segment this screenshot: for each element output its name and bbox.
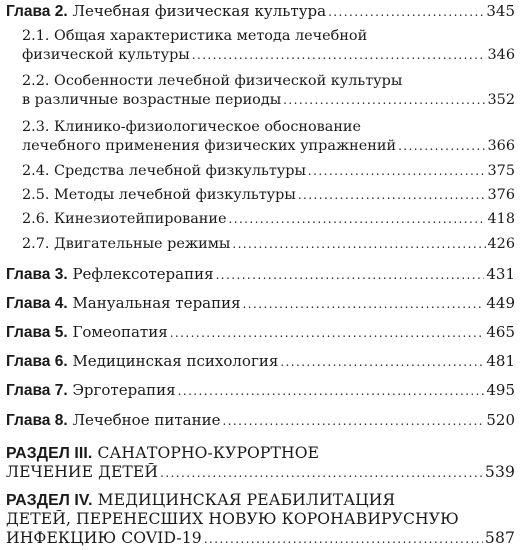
chapter-label: Глава 5. — [6, 324, 68, 341]
entry-title: 2.7. Двигательные режимы — [22, 236, 231, 252]
entry-title: Эрготерапия — [72, 381, 176, 399]
page-number: 346 — [487, 47, 515, 63]
entry-title: Гомеопатия — [72, 323, 168, 341]
toc-entry-part-4[interactable] — [6, 491, 515, 549]
chapter-label: Глава 7. — [6, 382, 68, 399]
entry-title-continuation: лечебного применения физических упражнений — [22, 138, 397, 154]
entry-title-continuation: ЛЕЧЕНИЕ ДЕТЕЙ — [6, 463, 159, 481]
entry-title-continuation: ИНФЕКЦИЮ COVID-19 — [6, 529, 202, 547]
entry-title: 2.3. Клинико-физиологическое обоснование — [22, 119, 362, 135]
chapter-label: Глава 6. — [6, 353, 68, 370]
toc-entry-2-4[interactable] — [22, 162, 515, 181]
entry-title: Рефлексотерапия — [72, 265, 214, 283]
page-number: 465 — [486, 323, 515, 341]
toc-entry-chapter-7[interactable] — [6, 381, 515, 401]
toc-entry-chapter-8[interactable] — [6, 411, 515, 431]
page-number: 375 — [487, 163, 515, 179]
page-number: 481 — [486, 352, 515, 370]
chapter-label: Глава 8. — [6, 412, 68, 429]
chapter-label: Глава 2. — [6, 3, 68, 20]
entry-title: МЕДИЦИНСКАЯ РЕАБИЛИТАЦИЯ — [97, 491, 396, 509]
dot-leader — [280, 353, 484, 372]
entry-title: 2.4. Средства лечебной физкультуры — [22, 163, 306, 179]
page-number: 345 — [486, 2, 515, 20]
entry-title-continuation: физической культуры — [22, 47, 190, 63]
dot-leader — [228, 210, 485, 229]
dot-leader — [192, 46, 486, 65]
toc-entry-part-3[interactable] — [6, 444, 515, 483]
page-number: 376 — [487, 187, 515, 203]
toc-entry-2-5[interactable] — [22, 186, 515, 205]
page-number: 587 — [484, 529, 515, 547]
entry-title: Мануальная терапия — [72, 294, 241, 312]
toc-entry-2-2[interactable] — [22, 72, 515, 110]
page-number: 431 — [486, 265, 515, 283]
dot-leader — [398, 137, 485, 156]
chapter-label: Глава 4. — [6, 295, 68, 312]
entry-title: Лечебная физическая культура — [72, 2, 327, 20]
toc-entry-chapter-6[interactable] — [6, 352, 515, 372]
dot-leader — [216, 266, 485, 285]
page-number: 495 — [486, 381, 515, 399]
dot-leader — [170, 324, 485, 343]
chapter-label: Глава 3. — [6, 266, 68, 283]
page-number: 539 — [484, 463, 515, 481]
page-number: 352 — [487, 92, 515, 108]
entry-title: САНАТОРНО-КУРОРТНОЕ — [97, 444, 320, 462]
entry-title: 2.2. Особенности лечебной физической культуры — [22, 73, 403, 89]
toc-entry-2-1[interactable] — [22, 27, 515, 65]
entry-title: 2.1. Общая характеристика метода лечебной — [22, 28, 368, 44]
dot-leader — [204, 530, 483, 549]
page-number: 449 — [486, 294, 515, 312]
entry-title-continuation: ДЕТЕЙ, ПЕРЕНЕСШИХ НОВУЮ КОРОНАВИРУСНУЮ — [6, 510, 459, 528]
dot-leader — [283, 91, 485, 110]
dot-leader — [308, 162, 486, 181]
entry-title-continuation: в различные возрастные периоды — [22, 92, 282, 108]
dot-leader — [178, 382, 485, 401]
dot-leader — [222, 412, 484, 431]
toc-entry-2-7[interactable] — [22, 235, 515, 254]
toc-entry-chapter-4[interactable] — [6, 294, 515, 314]
entry-title: 2.6. Кинезиотейпирование — [22, 211, 227, 227]
page-number: 426 — [487, 236, 515, 252]
toc-entry-chapter-2[interactable] — [6, 2, 515, 22]
page-number: 366 — [487, 138, 515, 154]
page-number: 520 — [486, 411, 515, 429]
page-number: 418 — [487, 211, 515, 227]
dot-leader — [298, 186, 486, 205]
dot-leader — [243, 295, 485, 314]
entry-title: 2.5. Методы лечебной физкультуры — [22, 187, 296, 203]
entry-title: Медицинская психология — [72, 352, 279, 370]
toc-entry-2-3[interactable] — [22, 118, 515, 156]
toc-entry-chapter-5[interactable] — [6, 323, 515, 343]
toc-entry-2-6[interactable] — [22, 210, 515, 229]
toc-entry-chapter-3[interactable] — [6, 265, 515, 285]
dot-leader — [328, 3, 484, 22]
dot-leader — [160, 464, 483, 483]
dot-leader — [232, 235, 485, 254]
entry-title: Лечебное питание — [72, 411, 221, 429]
part-label: РАЗДЕЛ IV. — [6, 492, 93, 509]
part-label: РАЗДЕЛ III. — [6, 445, 93, 462]
